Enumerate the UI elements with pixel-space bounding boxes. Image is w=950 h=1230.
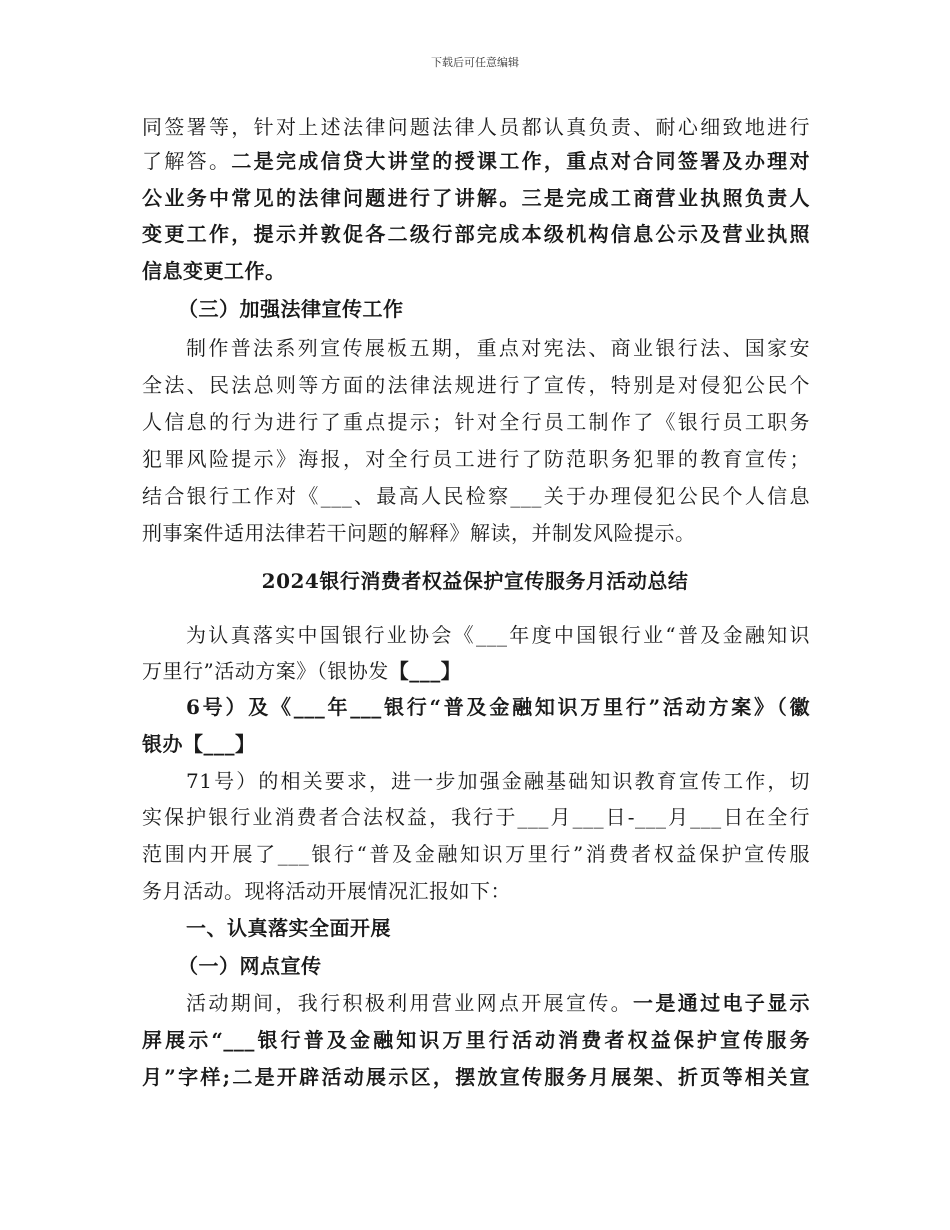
text-run: 结合银行工作对《___、最高人民检察___关于办理侵犯公民个人信息 [142, 484, 810, 508]
body-line [142, 733, 256, 755]
text-run: 活动期间，我行积极利用营业网点开展宣传。 [186, 991, 634, 1015]
heading-text: 一、认真落实全面开展 [186, 916, 391, 940]
bold-text-run: 二是完成信贷大讲堂的授课工作，重点对合同签署及办理对 [231, 149, 811, 173]
body-line [142, 522, 696, 544]
bold-text-run: 变更工作，提示并敦促各二级行部完成本级机构信息公示及营业执照 [142, 222, 810, 246]
text-run: 为认真落实中国银行业协会《___年度中国银行业“普及金融知识 [186, 623, 810, 647]
text-run: 人信息的行为进行了重点提示；针对全行员工制作了《银行员工职务 [142, 410, 810, 434]
body-line [142, 485, 810, 507]
body-line [186, 696, 810, 718]
bold-text-run: 屏展示“___银行普及金融知识万里行活动消费者权益保护宣传服务 [142, 1028, 810, 1052]
text-run: 全法、民法总则等方面的法律法规进行了宣传，特别是对侵犯公民个 [142, 373, 810, 397]
section-heading [186, 917, 391, 939]
bold-text-run: 【___】 [388, 659, 462, 683]
text-run: 范围内开展了___银行“普及金融知识万里行”消费者权益保护宣传服 [142, 842, 810, 866]
body-line [142, 150, 810, 172]
body-line [142, 223, 810, 245]
body-line [142, 1029, 810, 1051]
section-heading [178, 955, 322, 977]
body-line [142, 448, 810, 470]
text-run: 务月活动。现将活动开展情况汇报如下： [142, 879, 511, 903]
heading-text: （一）网点宣传 [178, 954, 322, 978]
bold-text-run: 信息变更工作。 [142, 259, 286, 283]
text-run: 刑事案件适用法律若干问题的解释》解读，并制发风险提示。 [142, 521, 696, 545]
body-line [142, 660, 461, 682]
text-run: 71号）的相关要求，进一步加强金融基础知识教育宣传工作，切 [186, 769, 810, 793]
document-title [0, 570, 950, 592]
body-line [186, 992, 810, 1014]
text-run: 犯罪风险提示》海报，对全行员工进行了防范职务犯罪的教育宣传； [142, 447, 810, 471]
body-line [142, 187, 810, 209]
body-line [142, 116, 810, 138]
heading-text: （三）加强法律宣传工作 [178, 297, 404, 321]
section-heading [178, 298, 404, 320]
body-line [186, 337, 810, 359]
bold-text-run: 银办【___】 [142, 732, 256, 756]
body-line [142, 880, 511, 902]
text-run: 制作普法系列宣传展板五期，重点对宪法、商业银行法、国家安 [186, 336, 810, 360]
body-line [186, 770, 810, 792]
text-run: 万里行”活动方案》（银协发 [142, 659, 389, 683]
bold-text-run: 6号）及《___年___银行“普及金融知识万里行”活动方案》（徽 [186, 695, 810, 719]
bold-text-run: 一是通过电子显示 [633, 991, 811, 1015]
title-text: 2024银行消费者权益保护宣传服务月活动总结 [261, 569, 689, 593]
text-run: 实保护银行业消费者合法权益，我行于___月___日-___月___日在全行 [142, 805, 810, 829]
body-line [142, 1066, 810, 1088]
body-line [186, 624, 810, 646]
body-line [142, 843, 810, 865]
body-line [142, 374, 810, 396]
page-header: 下载后可任意编辑 [431, 56, 519, 69]
bold-text-run: 公业务中常见的法律问题进行了讲解。三是完成工商营业执照负责人 [142, 186, 810, 210]
body-line [142, 806, 810, 828]
body-line [142, 260, 286, 282]
body-line [142, 411, 810, 433]
text-run: 了解答。 [142, 149, 232, 173]
text-run: 同签署等，针对上述法律问题法律人员都认真负责、耐心细致地进行 [142, 115, 810, 139]
bold-text-run: 月”字样;二是开辟活动展示区，摆放宣传服务月展架、折页等相关宣 [142, 1065, 810, 1089]
